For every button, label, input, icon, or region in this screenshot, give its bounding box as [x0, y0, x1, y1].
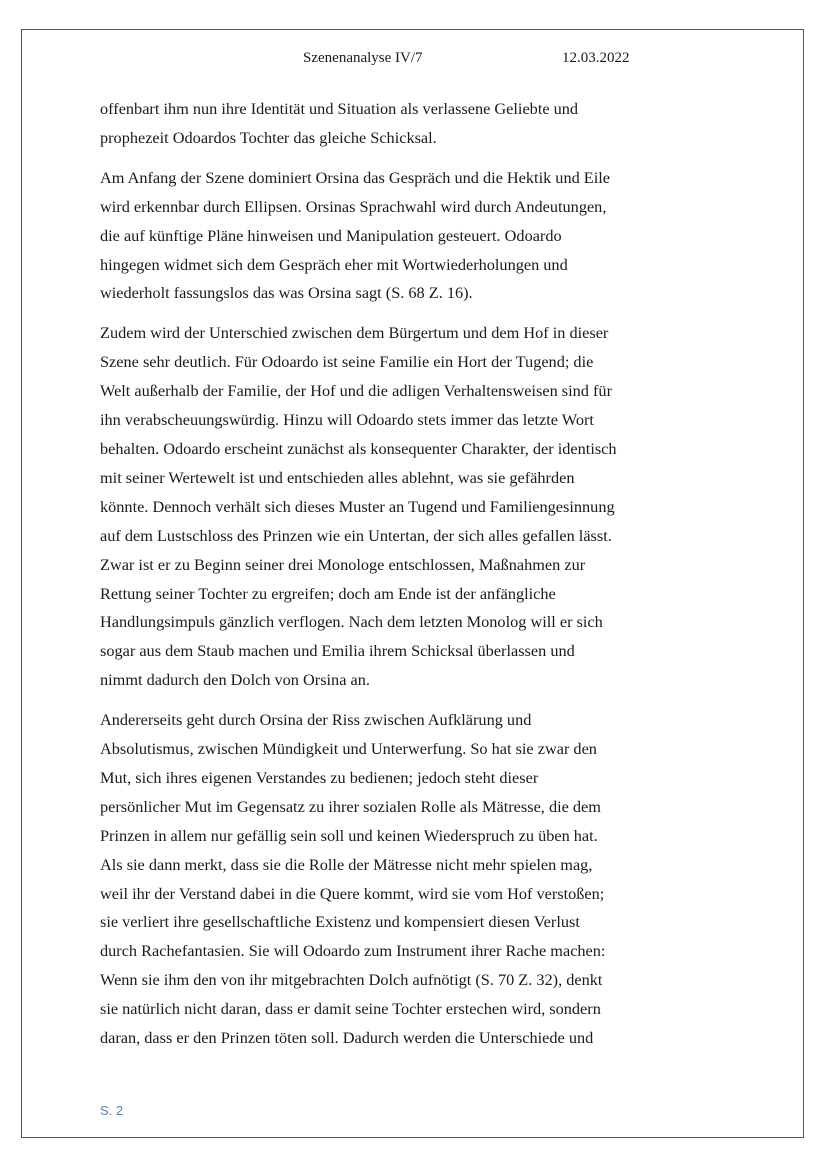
text-line: sie natürlich nicht daran, dass er damit seine Tochter erstechen wird, sondern — [100, 999, 601, 1019]
text-line: nimmt dadurch den Dolch von Orsina an. — [100, 670, 370, 690]
text-line: könnte. Dennoch verhält sich dieses Muster an Tugend und Familiengesinnung — [100, 496, 615, 516]
text-line: Andererseits geht durch Orsina der Riss zwischen Aufklärung und — [100, 710, 532, 730]
text-line: wiederholt fassungslos das was Orsina sagt (S. 68 Z. 16). — [100, 283, 473, 303]
text-line: Absolutismus, zwischen Mündigkeit und Unterwerfung. So hat sie zwar den — [100, 739, 597, 759]
text-line: sie verliert ihre gesellschaftliche Existenz und kompensiert diesen Verlust — [100, 912, 580, 932]
text-line: offenbart ihm nun ihre Identität und Situation als verlassene Geliebte und — [100, 99, 579, 118]
text-line: mit seiner Wertewelt ist und entschieden alles ablehnt, was sie gefährden — [100, 467, 575, 487]
text-line: ihn verabscheuungswürdig. Hinzu will Odoardo stets immer das letzte Wort — [100, 410, 594, 430]
text-line: Handlungsimpuls gänzlich verflogen. Nach dem letzten Monolog will er sich — [100, 612, 603, 632]
text-line: Wenn sie ihm den von ihr mitgebrachten Dolch aufnötigt (S. 70 Z. 32), denkt — [100, 970, 603, 990]
text-line: Als sie dann merkt, dass sie die Rolle der Mätresse nicht mehr spielen mag, — [100, 854, 593, 874]
text-line: sogar aus dem Staub machen und Emilia ihrem Schicksal überlassen und — [100, 641, 575, 661]
header-title: Szenenanalyse IV/7 — [303, 50, 423, 66]
paragraph-2 — [100, 164, 640, 309]
text-line: Szene sehr deutlich. Für Odoardo ist seine Familie ein Hort der Tugend; die — [100, 352, 594, 372]
page-number: S. 2 — [100, 1103, 124, 1118]
text-line: Prinzen in allem nur gefällig sein soll und keinen Wiederspruch zu üben hat. — [100, 825, 598, 845]
text-line: Welt außerhalb der Familie, der Hof und die adligen Verhaltensweisen sind für — [100, 381, 612, 401]
text-line: behalten. Odoardo erscheint zunächst als konsequenter Charakter, der identisch — [100, 438, 617, 458]
paragraph-4 — [100, 706, 640, 1053]
text-line: durch Rachefantasien. Sie will Odoardo zum Instrument ihrer Rache machen: — [100, 941, 606, 961]
text-line: Rettung seiner Tochter zu ergreifen; doch am Ende ist der anfängliche — [100, 583, 556, 603]
text-line: Mut, sich ihres eigenen Verstandes zu bedienen; jedoch steht dieser — [100, 767, 539, 787]
text-line: die auf künftige Pläne hinweisen und Manipulation gesteuert. Odoardo — [100, 225, 562, 245]
paragraph-3 — [100, 319, 640, 695]
text-line: persönlicher Mut im Gegensatz zu ihrer sozialen Rolle als Mätresse, die dem — [100, 796, 601, 816]
text-line: daran, dass er den Prinzen töten soll. Dadurch werden die Unterschiede und — [100, 1028, 594, 1048]
page-header — [0, 50, 828, 70]
text-line: hingegen widmet sich dem Gespräch eher mit Wortwiederholungen und — [100, 254, 568, 274]
text-line: prophezeit Odoardos Tochter das gleiche Schicksal. — [100, 127, 437, 147]
text-line: wird erkennbar durch Ellipsen. Orsinas Sprachwahl wird durch Andeutungen, — [100, 196, 607, 216]
paragraph-1 — [100, 95, 640, 153]
text-line: Zudem wird der Unterschied zwischen dem Bürgertum und dem Hof in dieser — [100, 323, 609, 343]
text-line: Zwar ist er zu Beginn seiner drei Monologe entschlossen, Maßnahmen zur — [100, 554, 586, 574]
text-line: weil ihr der Verstand dabei in die Quere kommt, wird sie vom Hof verstoßen; — [100, 883, 605, 903]
body-text — [100, 95, 640, 1064]
text-line: Am Anfang der Szene dominiert Orsina das Gespräch und die Hektik und Eile — [100, 167, 611, 187]
header-date: 12.03.2022 — [562, 50, 630, 66]
text-line: auf dem Lustschloss des Prinzen wie ein Untertan, der sich alles gefallen lässt. — [100, 525, 612, 545]
